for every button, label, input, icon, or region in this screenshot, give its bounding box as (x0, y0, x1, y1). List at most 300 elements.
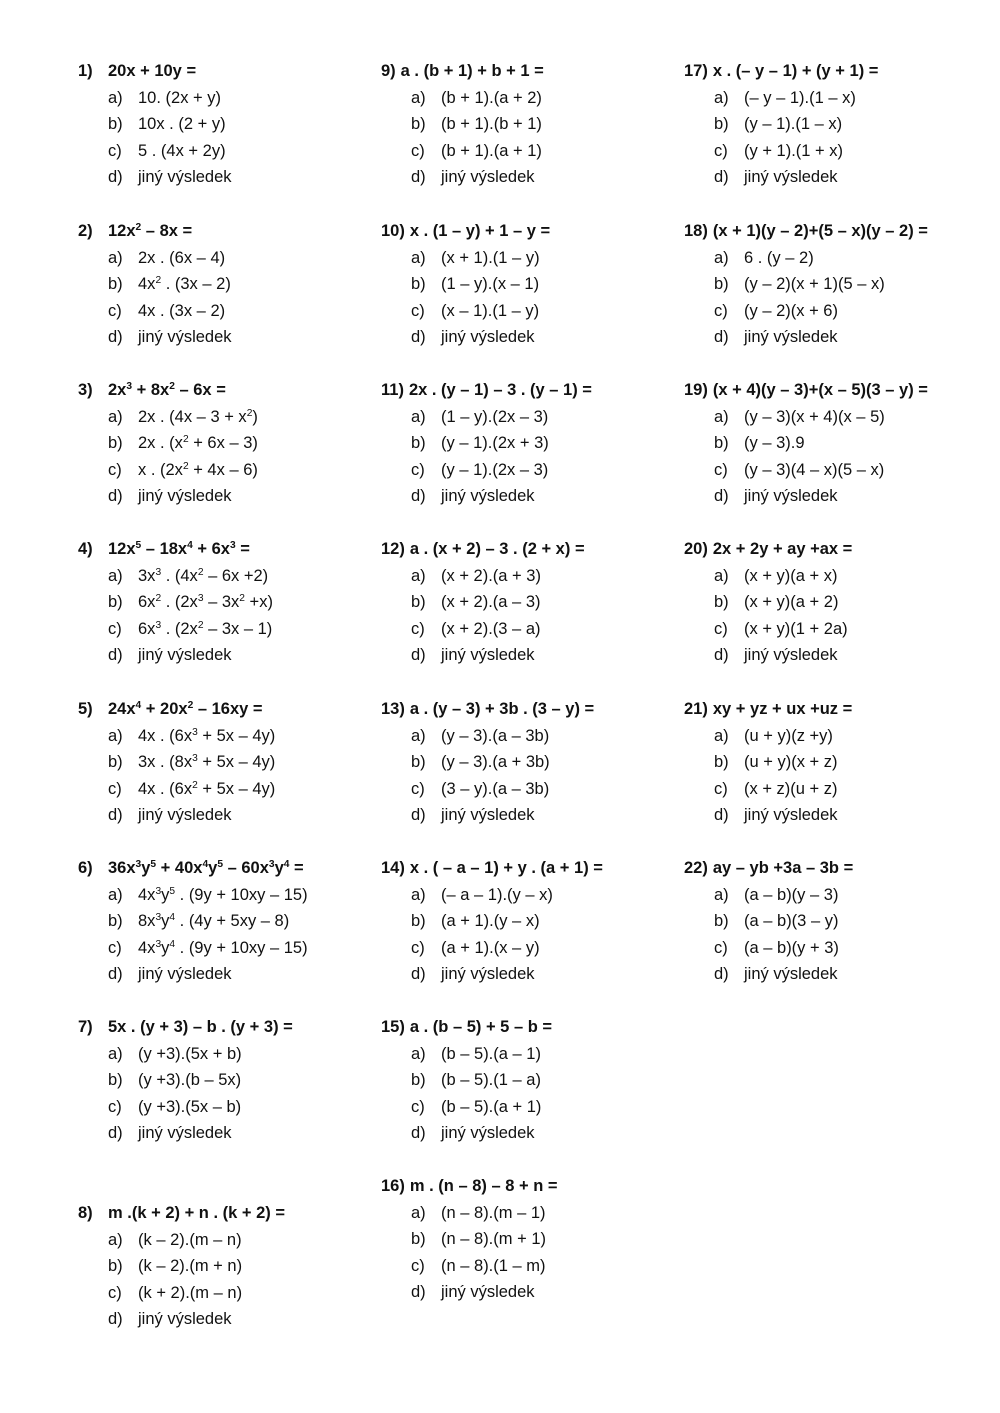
option-text: jiný výsledek (744, 168, 838, 186)
option-text: jiný výsledek (441, 168, 535, 186)
option-letter: d) (108, 328, 123, 346)
option-letter: c) (714, 619, 728, 638)
option-text: $6x^2$ . $(2x^3 - 3x^2 +x)$ (138, 593, 273, 611)
option-text: (y – 3).9 (744, 434, 805, 452)
option-letter: d) (411, 806, 426, 824)
option-letter: d) (108, 806, 123, 824)
option-letter: a) (108, 566, 123, 585)
answer-option-a[interactable] (108, 404, 258, 431)
option-text: jiný výsledek (441, 328, 535, 346)
answer-option-d[interactable] (108, 961, 232, 988)
option-text: $6x^3$ . $(2x^2 - 3x - 1)$ (138, 619, 273, 638)
problem-question (78, 855, 304, 882)
answer-option-a[interactable] (714, 723, 833, 750)
problem-number: 1) (78, 62, 93, 80)
answer-option-d[interactable] (108, 1306, 232, 1333)
problem-expression: ay – yb +3a – 3b = (712, 859, 854, 877)
answer-option-c[interactable] (411, 616, 541, 643)
problem-question (381, 696, 594, 723)
option-text: (x + 1).(1 – y) (441, 248, 540, 267)
option-text: (1 – y).(2x – 3) (441, 407, 549, 426)
problem-number: 9) (381, 62, 396, 80)
problem-expression: $12x^2 - 8x$ = (108, 222, 193, 240)
answer-option-d[interactable] (714, 961, 838, 988)
answer-option-d[interactable] (714, 642, 838, 669)
option-letter: c) (411, 141, 425, 160)
option-text: (b + 1).(a + 1) (441, 141, 542, 160)
answer-option-c[interactable] (714, 776, 838, 803)
option-text: 4x . $(6x^3 + 5x - 4y)$ (138, 726, 276, 745)
answer-option-b[interactable] (411, 908, 540, 935)
answer-option-b[interactable] (108, 908, 289, 935)
problem-number: 22) (684, 859, 708, 877)
answer-option-b[interactable] (411, 749, 550, 776)
problem-number: 3) (78, 381, 93, 399)
answer-option-d[interactable] (714, 324, 838, 351)
problem-number: 5) (78, 700, 93, 718)
answer-option-d[interactable] (411, 961, 535, 988)
answer-option-b[interactable] (108, 111, 226, 138)
answer-option-c[interactable] (411, 138, 542, 165)
option-letter: a) (411, 407, 426, 426)
answer-option-d[interactable] (411, 1279, 535, 1306)
answer-option-c[interactable] (714, 457, 884, 484)
option-letter: a) (411, 1203, 426, 1222)
option-text: $4x^3y^4$ . (9y + 10xy – 15) (138, 938, 308, 957)
option-letter: d) (714, 965, 729, 983)
option-letter: a) (108, 885, 123, 904)
answer-option-d[interactable] (411, 802, 535, 829)
option-text: (n – 8).(m – 1) (441, 1203, 546, 1222)
answer-option-d[interactable] (714, 802, 838, 829)
problem-expression: a . (b – 5) + 5 – b = (409, 1018, 553, 1036)
problem-expression: $2x^3 + 8x^2 - 6x$ = (108, 381, 226, 399)
answer-option-b[interactable] (714, 271, 885, 298)
option-letter: c) (714, 301, 728, 320)
answer-option-d[interactable] (108, 324, 232, 351)
problem-number: 21) (684, 700, 708, 718)
option-text: $4x^2$ . (3x – 2) (138, 275, 231, 293)
problem-question (381, 1014, 552, 1041)
option-text: jiný výsledek (138, 168, 232, 186)
option-letter: c) (411, 619, 425, 638)
problem-number: 7) (78, 1018, 93, 1036)
option-text: (y – 1).(2x + 3) (441, 434, 549, 452)
problem-question (381, 377, 592, 404)
answer-option-c[interactable] (411, 1253, 546, 1280)
option-text: jiný výsledek (441, 965, 535, 983)
answer-option-a[interactable] (108, 882, 308, 909)
problem-question (684, 377, 928, 404)
option-text: jiný výsledek (441, 1283, 535, 1301)
problem-expression: m .(k + 2) + n . (k + 2) = (108, 1204, 285, 1222)
option-letter: b) (714, 753, 729, 771)
option-letter: b) (108, 912, 123, 930)
answer-option-a[interactable] (714, 882, 838, 909)
answer-option-d[interactable] (108, 802, 232, 829)
problem-expression: $24x^4 + 20x^2 - 16xy$ = (108, 700, 263, 718)
problem-expression: x . (– y – 1) + (y + 1) = (712, 62, 879, 80)
problem-question (381, 218, 550, 245)
answer-option-c[interactable] (108, 457, 258, 484)
answer-option-b[interactable] (108, 1067, 241, 1094)
option-letter: a) (108, 1230, 123, 1249)
option-text: jiný výsledek (441, 487, 535, 505)
option-letter: a) (714, 885, 729, 904)
option-letter: a) (411, 885, 426, 904)
option-text: x . $(2x^2 + 4x - 6)$ (138, 460, 258, 479)
answer-option-a[interactable] (411, 1200, 546, 1227)
problem-expression: 5x . (y + 3) – b . (y + 3) = (108, 1018, 293, 1036)
option-text: (y – 1).(1 – x) (744, 115, 843, 133)
answer-option-c[interactable] (108, 1094, 241, 1121)
option-letter: c) (108, 779, 122, 798)
answer-option-c[interactable] (714, 935, 839, 962)
answer-option-b[interactable] (411, 1067, 541, 1094)
problem-number: 10) (381, 222, 405, 240)
option-letter: b) (411, 115, 426, 133)
option-text: jiný výsledek (138, 806, 232, 824)
option-text: (x + 2).(a – 3) (441, 593, 541, 611)
option-text: (y – 1).(2x – 3) (441, 460, 549, 479)
answer-option-b[interactable] (714, 111, 842, 138)
option-letter: a) (714, 88, 729, 107)
option-letter: a) (411, 726, 426, 745)
option-text: jiný výsledek (744, 646, 838, 664)
option-letter: d) (411, 487, 426, 505)
option-text: (b – 5).(a – 1) (441, 1044, 541, 1063)
option-text: (u + y)(z +y) (744, 726, 833, 745)
problem-number: 13) (381, 700, 405, 718)
option-text: (n – 8).(1 – m) (441, 1256, 546, 1275)
option-text: (u + y)(x + z) (744, 753, 838, 771)
option-text: 2x . $(4x - 3 + x^2)$ (138, 407, 258, 426)
option-text: 3x . $(8x^3 + 5x - 4y)$ (138, 753, 276, 771)
option-letter: d) (411, 328, 426, 346)
answer-option-c[interactable] (411, 935, 540, 962)
option-text: (x + y)(a + 2) (744, 593, 839, 611)
option-text: (k + 2).(m – n) (138, 1283, 243, 1302)
option-letter: c) (108, 1097, 122, 1116)
option-letter: d) (714, 168, 729, 186)
problem-number: 15) (381, 1018, 405, 1036)
option-text: (y – 3).(a – 3b) (441, 726, 550, 745)
problem-question (381, 1173, 558, 1200)
option-letter: d) (411, 1283, 426, 1301)
problem-question (78, 218, 192, 245)
answer-option-d[interactable] (411, 324, 535, 351)
answer-option-c[interactable] (411, 1094, 541, 1121)
option-letter: a) (411, 88, 426, 107)
problem-question (78, 1200, 285, 1227)
option-text: (x + y)(1 + 2a) (744, 619, 848, 638)
problem-expression: (x + 4)(y – 3)+(x – 5)(3 – y) = (712, 381, 928, 399)
problem-number: 18) (684, 222, 708, 240)
problem-expression: 2x . (y – 1) – 3 . (y – 1) = (408, 381, 592, 399)
problem-question (684, 58, 878, 85)
option-letter: b) (714, 275, 729, 293)
answer-option-d[interactable] (411, 1120, 535, 1147)
option-letter: c) (411, 1097, 425, 1116)
option-letter: c) (714, 938, 728, 957)
option-letter: b) (411, 275, 426, 293)
option-letter: b) (108, 275, 123, 293)
option-letter: b) (411, 912, 426, 930)
answer-option-a[interactable] (714, 404, 885, 431)
option-letter: b) (108, 1257, 123, 1275)
problem-expression: a . (x + 2) – 3 . (2 + x) = (409, 540, 585, 558)
problem-question (78, 1014, 293, 1041)
answer-option-d[interactable] (108, 483, 232, 510)
option-text: jiný výsledek (138, 646, 232, 664)
problem-question (78, 377, 226, 404)
option-letter: c) (108, 938, 122, 957)
answer-option-a[interactable] (714, 85, 856, 112)
option-letter: b) (108, 1071, 123, 1089)
answer-option-c[interactable] (714, 616, 848, 643)
option-text: 2x . $(x^2 + 6x - 3)$ (138, 434, 258, 452)
option-text: (a – b)(y – 3) (744, 885, 839, 904)
answer-option-a[interactable] (108, 723, 275, 750)
problem-expression: 20x + 10y = (108, 62, 197, 80)
option-letter: d) (108, 487, 123, 505)
option-letter: b) (108, 753, 123, 771)
option-letter: d) (411, 1124, 426, 1142)
answer-option-c[interactable] (108, 138, 226, 165)
option-letter: c) (714, 460, 728, 479)
option-letter: a) (108, 248, 123, 267)
option-letter: d) (108, 965, 123, 983)
answer-option-a[interactable] (411, 563, 541, 590)
option-letter: b) (108, 115, 123, 133)
problem-expression: (x + 1)(y – 2)+(5 – x)(y – 2) = (712, 222, 928, 240)
option-text: 4x . $(6x^2 + 5x - 4y)$ (138, 779, 276, 798)
problem-question (684, 855, 853, 882)
answer-option-d[interactable] (714, 483, 838, 510)
option-letter: a) (108, 726, 123, 745)
answer-option-b[interactable] (411, 271, 539, 298)
answer-option-a[interactable] (411, 882, 553, 909)
option-letter: a) (411, 1044, 426, 1063)
option-letter: a) (714, 248, 729, 267)
answer-option-d[interactable] (108, 164, 232, 191)
answer-option-c[interactable] (411, 776, 549, 803)
option-text: (a – b)(y + 3) (744, 938, 839, 957)
option-letter: d) (108, 1310, 123, 1328)
answer-option-c[interactable] (411, 457, 548, 484)
option-text: (y +3).(5x – b) (138, 1097, 242, 1116)
answer-option-b[interactable] (108, 271, 231, 298)
option-letter: d) (411, 646, 426, 664)
option-text: $8x^3y^4$ . (4y + 5xy – 8) (138, 912, 290, 930)
option-letter: c) (108, 619, 122, 638)
option-letter: b) (411, 1230, 426, 1248)
option-text: (y +3).(5x + b) (138, 1044, 242, 1063)
option-text: (k – 2).(m – n) (138, 1230, 242, 1249)
problem-expression: 2x + 2y + ay +ax = (712, 540, 853, 558)
answer-option-c[interactable] (411, 298, 539, 325)
option-text: (x + z)(u + z) (744, 779, 838, 798)
option-text: (k – 2).(m + n) (138, 1257, 243, 1275)
answer-option-c[interactable] (714, 138, 843, 165)
option-text: jiný výsledek (441, 806, 535, 824)
option-letter: c) (108, 301, 122, 320)
option-text: 10x . (2 + y) (138, 115, 226, 133)
answer-option-b[interactable] (714, 589, 838, 616)
option-letter: a) (411, 248, 426, 267)
option-text: (x + 2).(3 – a) (441, 619, 541, 638)
option-letter: b) (411, 1071, 426, 1089)
answer-option-b[interactable] (411, 589, 541, 616)
option-letter: a) (108, 88, 123, 107)
option-text: (– y – 1).(1 – x) (744, 88, 856, 107)
answer-option-b[interactable] (108, 430, 258, 457)
problem-number: 12) (381, 540, 405, 558)
answer-option-d[interactable] (411, 642, 535, 669)
answer-option-d[interactable] (108, 642, 232, 669)
problem-expression: $36x^3y^5 + 40x^4y^5 - 60x^3y^4$ = (108, 859, 304, 877)
option-text: (x + 2).(a + 3) (441, 566, 541, 585)
problem-expression: a . (y – 3) + 3b . (3 – y) = (409, 700, 595, 718)
problem-expression: a . (b + 1) + b + 1 = (400, 62, 544, 80)
option-text: jiný výsledek (138, 1310, 232, 1328)
problem-number: 6) (78, 859, 93, 877)
option-text: (y +3).(b – 5x) (138, 1071, 242, 1089)
option-letter: a) (714, 407, 729, 426)
problem-number: 14) (381, 859, 405, 877)
answer-option-b[interactable] (411, 111, 542, 138)
option-letter: c) (411, 301, 425, 320)
option-letter: a) (108, 1044, 123, 1063)
answer-option-d[interactable] (714, 164, 838, 191)
problem-question (684, 218, 928, 245)
option-text: (y – 2)(x + 1)(5 – x) (744, 275, 885, 293)
option-letter: a) (714, 566, 729, 585)
answer-option-b[interactable] (411, 430, 549, 457)
option-text: 6 . (y – 2) (744, 248, 814, 267)
problem-expression: m . (n – 8) – 8 + n = (409, 1177, 558, 1195)
option-text: (n – 8).(m + 1) (441, 1230, 546, 1248)
problem-question (684, 696, 852, 723)
option-letter: d) (714, 328, 729, 346)
answer-option-b[interactable] (108, 749, 275, 776)
answer-option-d[interactable] (411, 164, 535, 191)
answer-option-c[interactable] (108, 1280, 242, 1307)
answer-option-a[interactable] (108, 85, 221, 112)
option-letter: d) (714, 646, 729, 664)
answer-option-b[interactable] (108, 589, 273, 616)
answer-option-c[interactable] (108, 616, 272, 643)
option-text: jiný výsledek (138, 328, 232, 346)
option-letter: a) (108, 407, 123, 426)
option-letter: b) (411, 753, 426, 771)
option-text: jiný výsledek (744, 487, 838, 505)
answer-option-c[interactable] (108, 776, 275, 803)
answer-option-a[interactable] (108, 1041, 242, 1068)
problem-question (78, 696, 263, 723)
option-letter: b) (714, 115, 729, 133)
option-text: (– a – 1).(y – x) (441, 885, 553, 904)
problem-question (381, 58, 544, 85)
option-text: (y – 3)(x + 4)(x – 5) (744, 407, 885, 426)
option-letter: c) (411, 1256, 425, 1275)
answer-option-a[interactable] (411, 85, 542, 112)
option-letter: c) (714, 779, 728, 798)
answer-option-a[interactable] (411, 404, 548, 431)
answer-option-a[interactable] (108, 563, 268, 590)
answer-option-a[interactable] (714, 245, 814, 272)
option-letter: b) (714, 434, 729, 452)
option-text: jiný výsledek (441, 1124, 535, 1142)
option-letter: c) (411, 460, 425, 479)
option-letter: b) (108, 434, 123, 452)
answer-option-b[interactable] (108, 1253, 242, 1280)
option-letter: c) (411, 779, 425, 798)
option-letter: b) (714, 912, 729, 930)
answer-option-a[interactable] (108, 245, 225, 272)
answer-option-d[interactable] (108, 1120, 232, 1147)
answer-option-c[interactable] (108, 298, 225, 325)
answer-option-a[interactable] (411, 1041, 541, 1068)
option-letter: c) (108, 1283, 122, 1302)
option-text: (x + y)(a + x) (744, 566, 838, 585)
option-text: (3 – y).(a – 3b) (441, 779, 550, 798)
option-text: 2x . (6x – 4) (138, 248, 226, 267)
option-text: jiný výsledek (744, 965, 838, 983)
answer-option-a[interactable] (411, 245, 540, 272)
option-letter: d) (411, 965, 426, 983)
option-letter: b) (411, 434, 426, 452)
answer-option-a[interactable] (108, 1227, 242, 1254)
problem-question (78, 536, 250, 563)
answer-option-c[interactable] (714, 298, 838, 325)
option-text: jiný výsledek (138, 487, 232, 505)
problem-number: 8) (78, 1204, 93, 1222)
option-text: (b + 1).(a + 2) (441, 88, 542, 107)
option-letter: c) (108, 460, 122, 479)
answer-option-b[interactable] (714, 749, 838, 776)
answer-option-a[interactable] (411, 723, 549, 750)
option-text: $4x^3y^5$ . (9y + 10xy – 15) (138, 885, 308, 904)
option-text: jiný výsledek (441, 646, 535, 664)
answer-option-d[interactable] (411, 483, 535, 510)
problem-question (381, 536, 585, 563)
answer-option-a[interactable] (714, 563, 838, 590)
problem-expression: $12x^5 - 18x^4 + 6x^3$ = (108, 540, 250, 558)
answer-option-b[interactable] (714, 430, 805, 457)
problem-number: 11) (381, 381, 404, 399)
answer-option-b[interactable] (411, 1226, 546, 1253)
problem-number: 16) (381, 1177, 405, 1195)
problem-question (381, 855, 603, 882)
problem-number: 2) (78, 222, 93, 240)
answer-option-b[interactable] (714, 908, 838, 935)
option-text: 10. (2x + y) (138, 88, 221, 107)
option-letter: d) (108, 168, 123, 186)
option-letter: b) (108, 593, 123, 611)
problem-number: 17) (684, 62, 708, 80)
option-text: jiný výsledek (138, 965, 232, 983)
option-letter: b) (411, 593, 426, 611)
problem-number: 4) (78, 540, 93, 558)
option-letter: d) (714, 806, 729, 824)
option-text: (y – 3).(a + 3b) (441, 753, 550, 771)
option-text: (b – 5).(1 – a) (441, 1071, 541, 1089)
answer-option-c[interactable] (108, 935, 308, 962)
option-text: 4x . (3x – 2) (138, 301, 226, 320)
option-letter: a) (411, 566, 426, 585)
problem-number: 20) (684, 540, 708, 558)
